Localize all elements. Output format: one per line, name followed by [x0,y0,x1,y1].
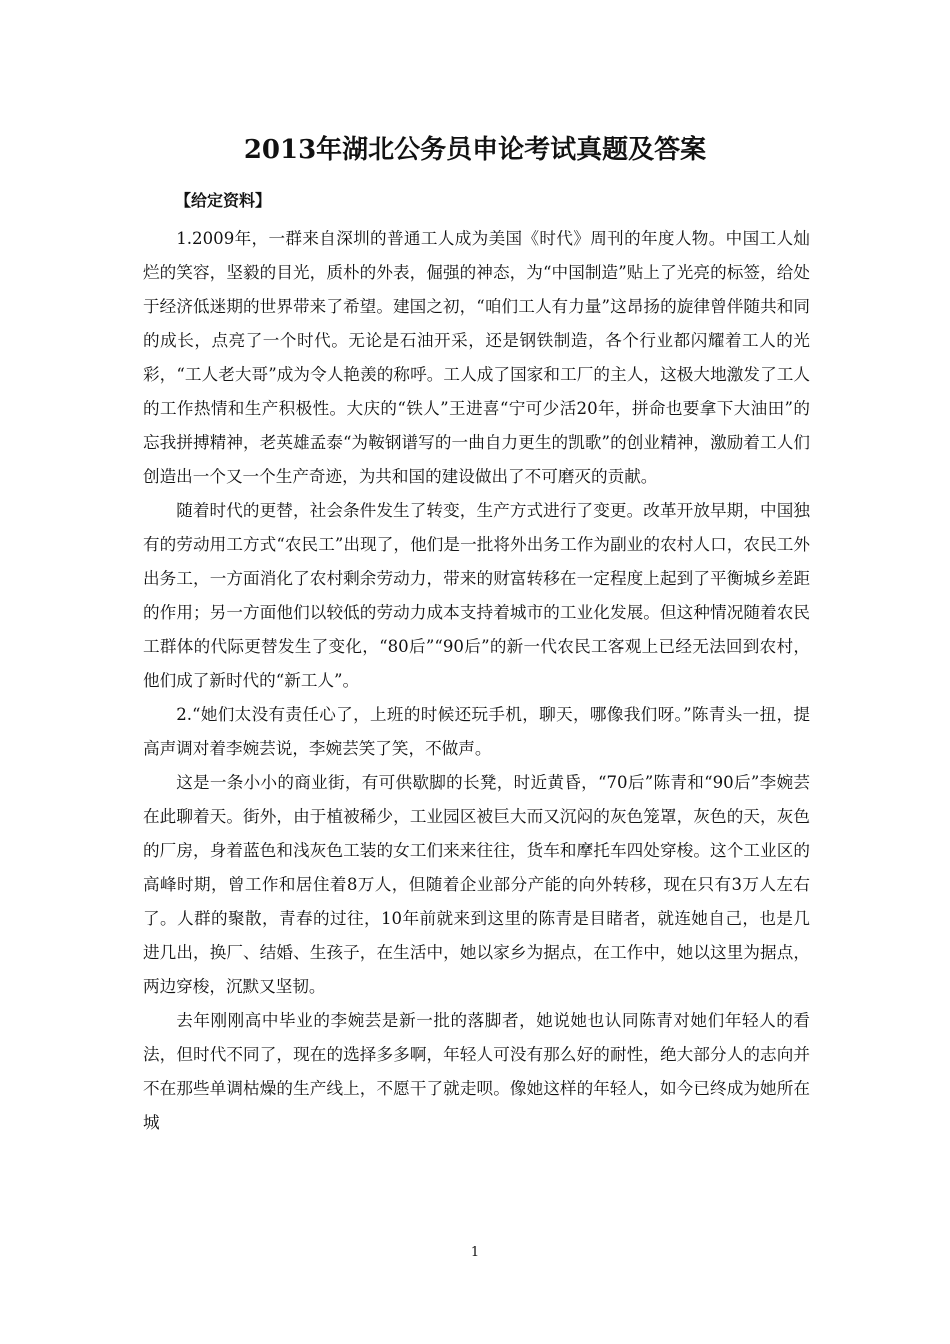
paragraph-4: 这是一条小小的商业街，有可供歇脚的长凳，时近黄昏，“70后”陈青和“90后”李婉芸在此聊着天。街外，由于植被稀少，工业园区被巨大而又沉闷的灰色笼罩，灰色的天，灰色的厂房，身着蓝色和浅灰色工装的女工们来来往往，货车和摩托车四处穿梭。这个工业区的高峰时期，曾工作和居住着8万人，但随着企业部分产能的向外转移，现在只有3万人左右了。人群的聚散，青春的过往，10年前就来到这里的陈青是目睹者，就连她自己，也是几进几出，换厂、结婚、生孩子，在生活中，她以家乡为据点，在工作中，她以这里为据点，两边穿梭，沉默又坚韧。 [143,773,810,996]
paragraph-5: 去年刚刚高中毕业的李婉芸是新一批的落脚者，她说她也认同陈青对她们年轻人的看法，但时代不同了，现在的选择多多啊，年轻人可没有那么好的耐性，绝大部分人的志向并不在那些单调枯燥的生产线上，不愿干了就走呗。像她这样的年轻人，如今已终成为她所在城 [143,1011,810,1132]
page-number: 1 [470,1245,480,1260]
section-label-given-materials: 【给定资料】 [175,191,272,210]
paragraph-2: 随着时代的更替，社会条件发生了转变，生产方式进行了变更。改革开放早期，中国独有的劳动用工方式“农民工”出现了，他们是一批将外出务工作为副业的农村人口，农民工外出务工，一方面消化了农村剩余劳动力，带来的财富转移在一定程度上起到了平衡城乡差距的作用；另一方面他们以较低的劳动力成本支持着城市的工业化发展。但这种情况随着农民工群体的代际更替发生了变化，“80后”“90后”的新一代农民工客观上已经无法回到农村，他们成了新时代的“新工人”。 [143,501,810,690]
paragraph-3: 2.“她们太没有责任心了，上班的时候还玩手机，聊天，哪像我们呀。”陈青头一扭，提高声调对着李婉芸说，李婉芸笑了笑，不做声。 [143,705,810,758]
paragraph-1: 1.2009年，一群来自深圳的普通工人成为美国《时代》周刊的年度人物。中国工人灿烂的笑容，坚毅的目光，质朴的外表，倔强的神态，为“中国制造”贴上了光亮的标签，给处于经济低迷期的世界带来了希望。建国之初，“咱们工人有力量”这昂扬的旋律曾伴随共和同的成长，点亮了一个时代。无论是石油开采，还是钢铁制造，各个行业都闪耀着工人的光彩，“工人老大哥”成为令人艳羡的称呼。工人成了国家和工厂的主人，这极大地激发了工人的工作热情和生产积极性。大庆的“铁人”王进喜“宁可少活20年，拼命也要拿下大油田”的忘我拼搏精神，老英雄孟泰“为鞍钢谱写的一曲自力更生的凯歌”的创业精神，激励着工人们创造出一个又一个生产奇迹，为共和国的建设做出了不可磨灭的贡献。 [143,229,810,486]
body-text [143,222,810,1140]
page-title: 2013年湖北公务员申论考试真题及答案 [243,135,707,165]
